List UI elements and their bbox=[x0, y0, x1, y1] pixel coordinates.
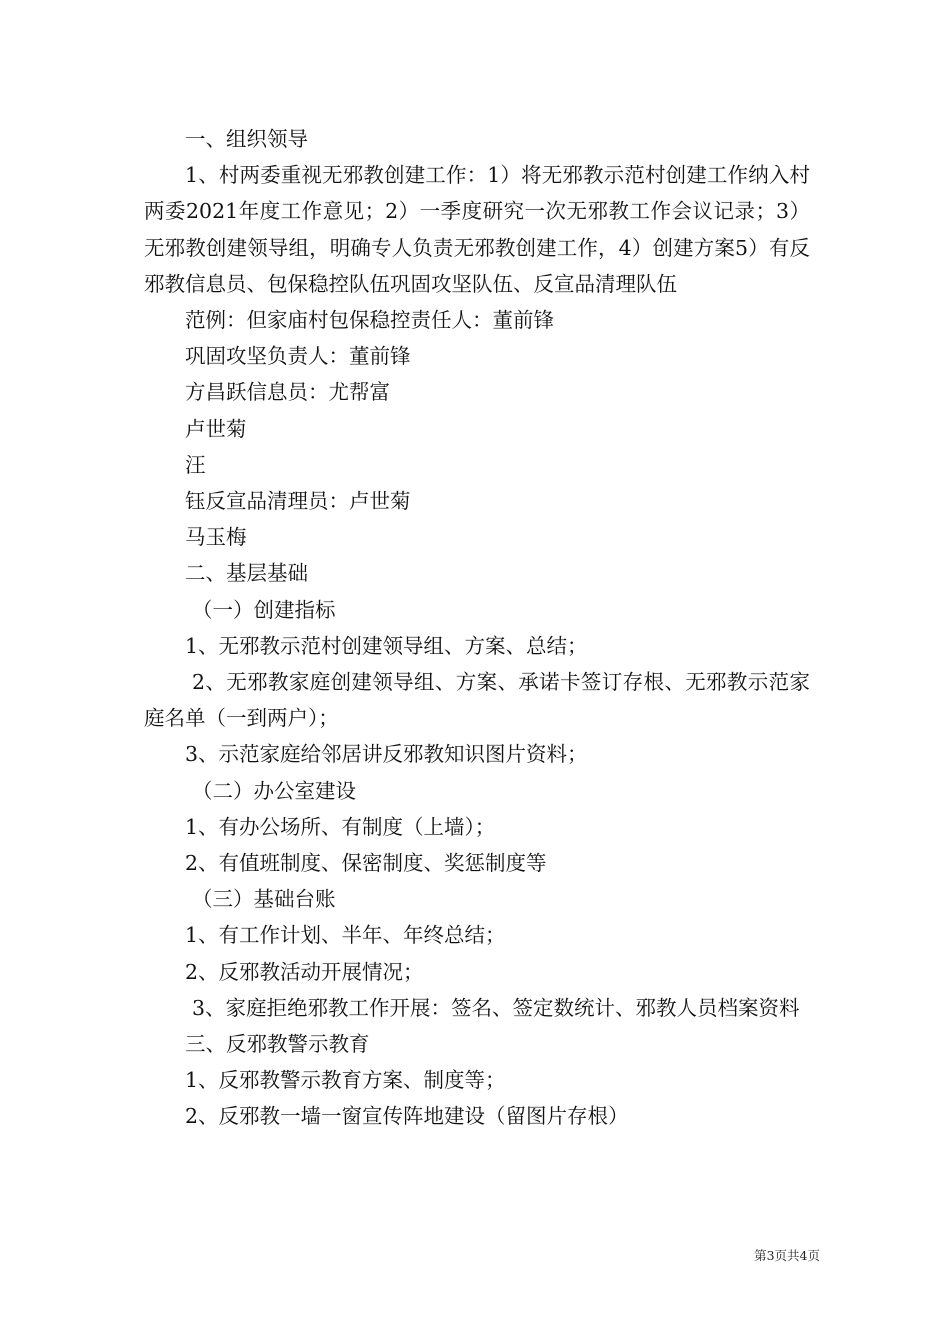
paragraph-indicator-1: 1、无邪教示范村创建领导组、方案、总结； bbox=[185, 633, 588, 658]
paragraph-ledger-1: 1、有工作计划、半年、年终总结； bbox=[185, 923, 506, 948]
document-body bbox=[144, 121, 810, 1135]
subheading-ledger: （三）基础台账 bbox=[192, 887, 336, 912]
paragraph-indicator-2: 2、无邪教家庭创建领导组、方案、承诺卡签订存根、无邪教示范家庭名单（一到两户）； bbox=[144, 670, 810, 731]
paragraph-name-ma: 马玉梅 bbox=[185, 525, 247, 550]
paragraph-informant: 方昌跃信息员：尤帮富 bbox=[185, 380, 390, 405]
section-heading-warning-education: 三、反邪教警示教育 bbox=[185, 1032, 370, 1057]
paragraph-office-1: 1、有办公场所、有制度（上墙）； bbox=[185, 814, 496, 839]
paragraph-village-committee: 1、村两委重视无邪教创建工作：1）将无邪教示范村创建工作纳入村两委2021年度工作意见；2）一季度研究一次无邪教工作会议记录；3）无邪教创建领导组，明确专人负责无邪教创建工作，4）创建方案5）有反邪教信息员、包保稳控队伍巩固攻坚队伍、反宣品清理队伍 bbox=[144, 163, 810, 296]
paragraph-warning-2: 2、反邪教一墙一窗宣传阵地建设（留图片存根） bbox=[185, 1104, 629, 1129]
paragraph-ledger-2: 2、反邪教活动开展情况； bbox=[185, 959, 424, 984]
paragraph-warning-1: 1、反邪教警示教育方案、制度等； bbox=[185, 1068, 506, 1093]
paragraph-name-wang: 汪 bbox=[185, 452, 206, 477]
section-heading-organization: 一、组织领导 bbox=[185, 127, 308, 151]
paragraph-office-2: 2、有值班制度、保密制度、奖惩制度等 bbox=[185, 851, 547, 876]
section-heading-grassroots: 二、基层基础 bbox=[185, 561, 308, 586]
paragraph-cleanup-staff: 钰反宣品清理员：卢世菊 bbox=[185, 489, 411, 514]
subheading-office: （二）办公室建设 bbox=[192, 778, 356, 803]
paragraph-indicator-3: 3、示范家庭给邻居讲反邪教知识图片资料； bbox=[185, 742, 588, 767]
page-number-footer: 第3页共4页 bbox=[754, 1248, 820, 1263]
paragraph-example-responsible: 范例：但家庙村包保稳控责任人：董前锋 bbox=[185, 308, 554, 333]
paragraph-consolidation-lead: 巩固攻坚负责人：董前锋 bbox=[185, 344, 411, 369]
subheading-indicators: （一）创建指标 bbox=[192, 597, 336, 622]
paragraph-ledger-3: 3、家庭拒绝邪教工作开展：签名、签定数统计、邪教人员档案资料 bbox=[192, 995, 800, 1020]
paragraph-name-lu: 卢世菊 bbox=[185, 416, 247, 441]
